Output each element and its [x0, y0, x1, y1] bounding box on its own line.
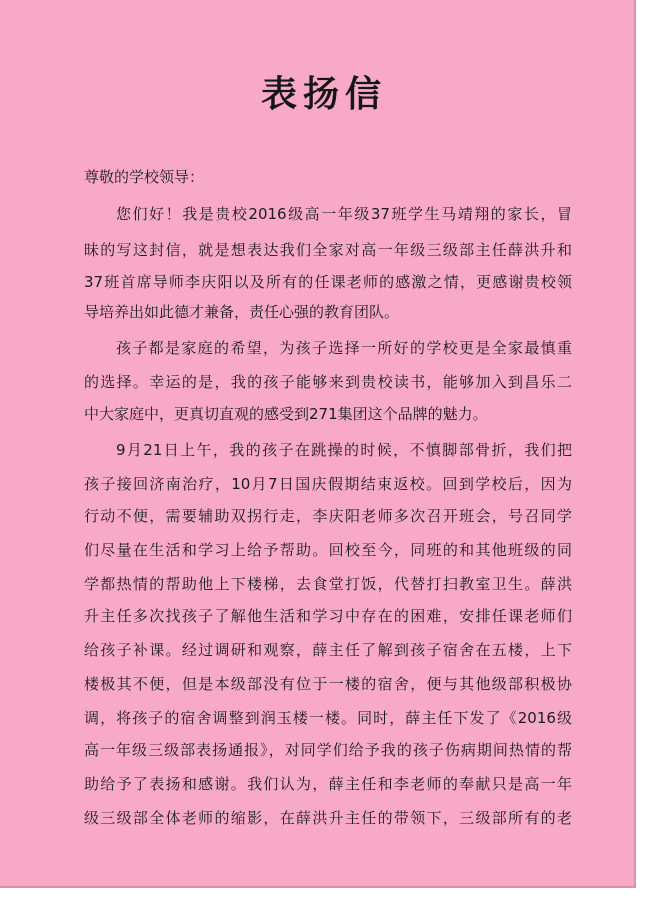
paragraph-3-line-4: 们尽量在生活和学习上给予帮助。回校至今，同班的和其他班级的同	[84, 541, 572, 559]
paragraph-3-line-5: 学都热情的帮助他上下楼梯，去食堂打饭，代替打扫教室卫生。薛洪	[84, 575, 572, 593]
paragraph-1-line-1: 您们好！我是贵校2016级高一年级37班学生马靖翔的家长，冒	[116, 205, 572, 223]
paragraph-3-line-3: 行动不便，需要辅助双拐行走，李庆阳老师多次召开班会，号召同学	[84, 507, 572, 525]
paragraph-3-line-11: 助给予了表扬和感谢。我们认为，薛主任和李老师的奉献只是高一年	[84, 775, 572, 793]
paragraph-3-line-9: 调，将孩子的宿舍调整到润玉楼一楼。同时，薛主任下发了《2016级	[84, 709, 572, 727]
letter-title: 表扬信	[260, 73, 387, 115]
salutation: 尊敬的学校领导：	[84, 168, 205, 186]
paragraph-3-line-8: 楼极其不便，但是本级部没有位于一楼的宿舍，便与其他级部积极协	[84, 675, 572, 693]
paragraph-3-line-10: 高一年级三级部表扬通报》，对同学们给予我的孩子伤病期间热情的帮	[84, 741, 572, 759]
paragraph-3-line-12: 级三级部全体老师的缩影，在薛洪升主任的带领下，三级部所有的老	[84, 809, 572, 827]
paragraph-3-line-7: 给孩子补课。经过调研和观察，薛主任了解到孩子宿舍在五楼，上下	[84, 641, 572, 659]
paragraph-3-line-1: 9月21日上午，我的孩子在跳操的时候，不慎脚部骨折，我们把	[116, 441, 572, 459]
paragraph-1-line-2: 昧的写这封信，就是想表达我们全家对高一年级三级部主任薛洪升和	[84, 241, 572, 259]
paragraph-3-line-2: 孩子接回济南治疗，10月7日国庆假期结束返校。回到学校后，因为	[84, 475, 572, 493]
paragraph-2-line-2: 的选择。幸运的是，我的孩子能够来到贵校读书，能够加入到昌乐二	[84, 373, 572, 391]
paragraph-2-line-1: 孩子都是家庭的希望，为孩子选择一所好的学校更是全家最慎重	[116, 339, 572, 357]
paragraph-3-line-6: 升主任多次找孩子了解他生活和学习中存在的困难，安排任课老师们	[84, 607, 572, 625]
paragraph-1-line-4: 导培养出如此德才兼备，责任心强的教育团队。	[84, 303, 400, 321]
paragraph-2-line-3: 中大家庭中，更真切直观的感受到271集团这个品牌的魅力。	[84, 405, 488, 423]
paragraph-1-line-3: 37班首席导师李庆阳以及所有的任课老师的感激之情，更感谢贵校领	[84, 273, 572, 291]
